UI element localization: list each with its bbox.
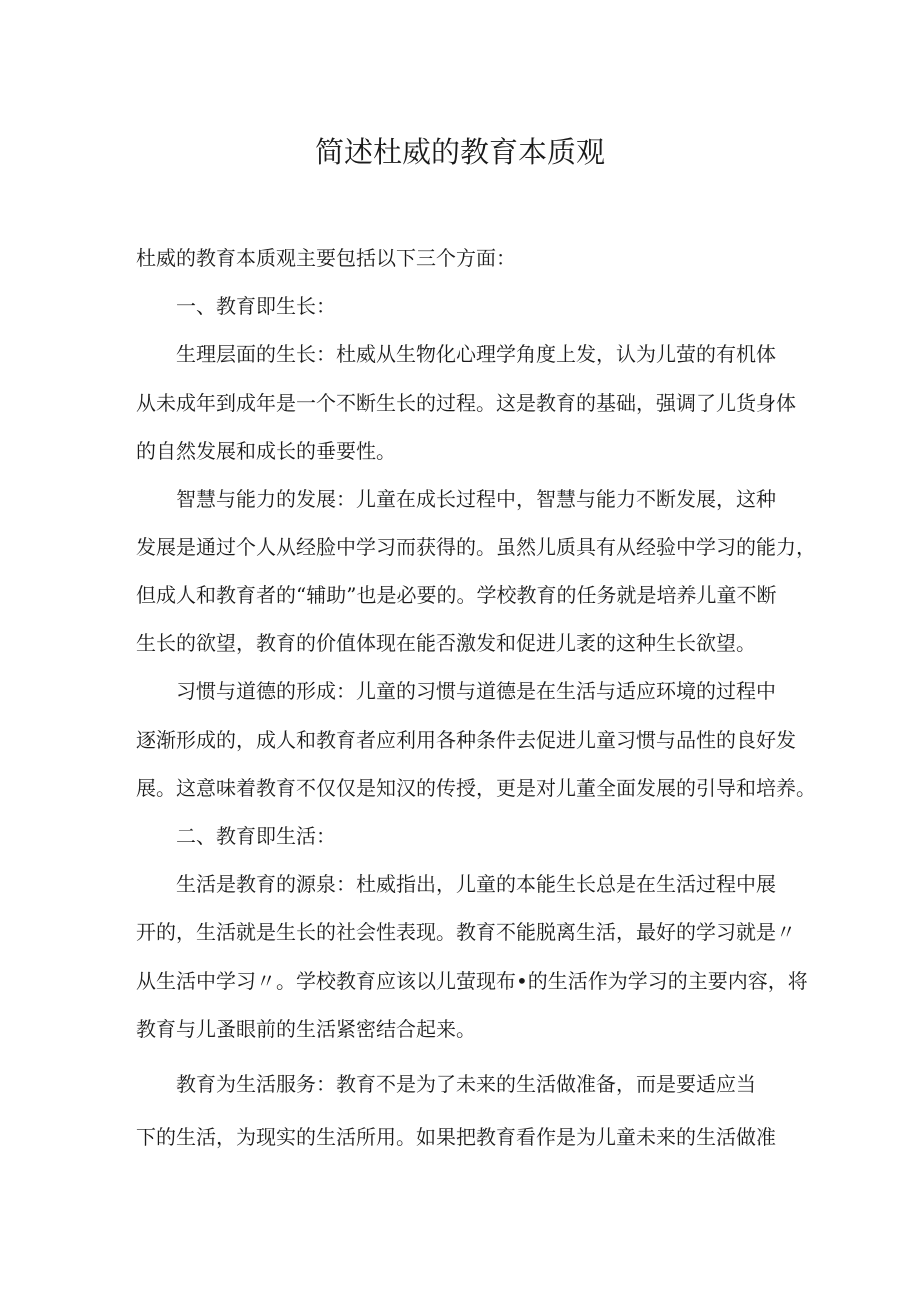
paragraph-line: 但成人和教育者的“辅助”也是必要的。学校教育的任务就是培养儿童不断 — [136, 583, 777, 607]
paragraph-line: 展。这意味着教育不仅仅是知汉的传授，更是对儿董全面发展的引导和培养。 — [136, 776, 816, 800]
paragraph-line: 开的，生活就是生长的社会性表现。教育不能脱离生活，最好的学习就是〃 — [136, 920, 796, 944]
section2-heading: 二、教育即生活： — [176, 824, 336, 848]
document-title: 简述杜威的教育本质观 — [314, 135, 605, 169]
paragraph-line: 教育与儿蚤眼前的生活紧密结合起来。 — [136, 1017, 476, 1041]
paragraph-line: 的自然发展和成长的垂要性。 — [136, 439, 396, 463]
paragraph-line: 逐渐形成的，成人和教育者应利用各种条件去促进儿童习惯与品性的良好发 — [136, 728, 796, 752]
paragraph-line: 教育为生活服务：教育不是为了未来的生活做准备，而是要适应当 — [176, 1072, 756, 1096]
paragraph-line: 生理层面的生长：杜威从生物化心理学角度上发，认为儿萤的有机体 — [176, 342, 776, 366]
intro-line: 杜威的教育本质观主要包括以下三个方面： — [136, 246, 516, 270]
paragraph-line: 从生活中学习〃。学校教育应该以儿萤现布•的生活作为学习的主要内容，将 — [136, 969, 808, 993]
section1-heading: 一、教育即生长： — [176, 294, 336, 318]
paragraph-line: 生活是教育的源泉：杜威指出，儿童的本能生长总是在生活过程中展 — [176, 872, 776, 896]
paragraph-line: 生长的欲望，教育的价值体现在能否激发和促进儿袤的这种生长欲望。 — [136, 631, 756, 655]
paragraph-line: 下的生活，为现实的生活所用。如果把教育看作是为儿童未来的生活做准 — [136, 1125, 776, 1149]
paragraph-line: 发展是通过个人从经脸中学习而获得的。虽然儿质具有从经验中学习的能力， — [136, 535, 816, 559]
paragraph-line: 习惯与道德的形成：儿童的习惯与道德是在生活与适应环境的过程中 — [176, 679, 776, 703]
paragraph-line: 智慧与能力的发展：儿童在成长过程中，智慧与能力不断发展，这种 — [176, 487, 776, 511]
paragraph-line: 从未成年到成年是一个不断生长的过程。这是教育的基础，强调了儿货身体 — [136, 391, 796, 415]
